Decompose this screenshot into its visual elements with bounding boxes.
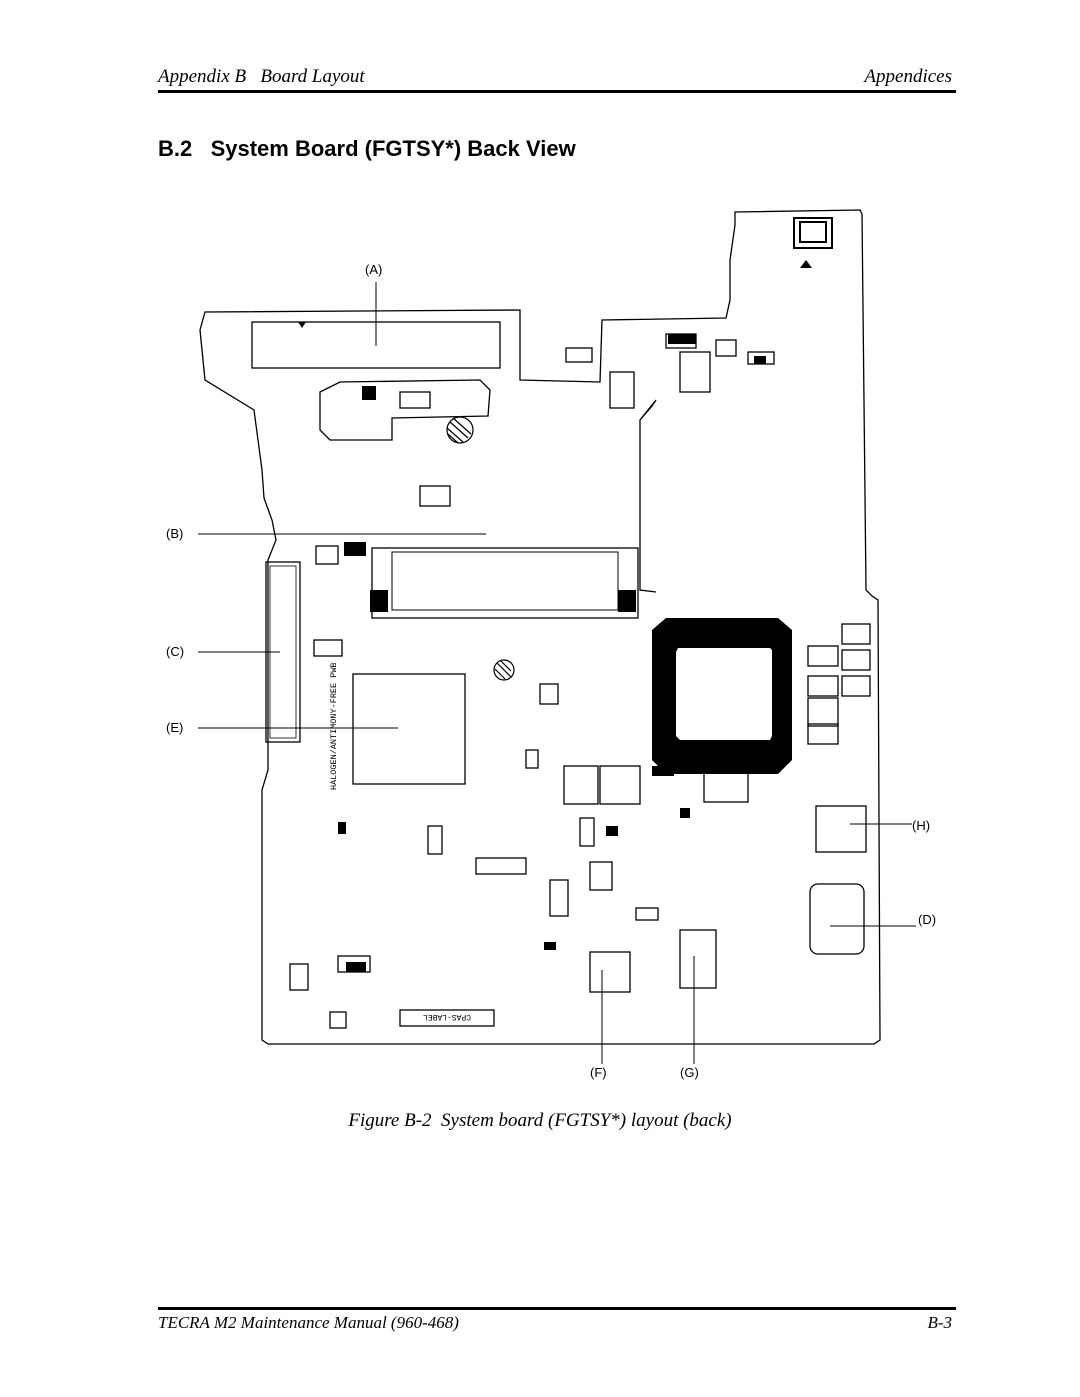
memory-slot-inner (392, 552, 618, 610)
callout-d: (D) (918, 912, 937, 927)
memory-slot (372, 548, 638, 618)
footer-page-number: B-3 (927, 1313, 952, 1332)
callout-a: (A) (365, 262, 383, 277)
board-cutout-right (640, 400, 656, 592)
board-cutout (320, 380, 490, 440)
section-title: B.2 System Board (FGTSY*) Back View (158, 136, 576, 161)
callout-h: (H) (912, 818, 931, 833)
chip-f (590, 952, 630, 992)
figure-caption: Figure B-2 System board (FGTSY*) layout (back) (348, 1110, 732, 1131)
callout-g: (G) (680, 1065, 699, 1080)
chip-g (680, 930, 716, 988)
footer-manual-title: TECRA M2 Maintenance Manual (960-468) (158, 1313, 459, 1332)
memory-latch-right (618, 590, 636, 612)
halogen-label: HALOGEN/ANTIMONY-FREE PWB (329, 662, 339, 790)
callout-e: (E) (166, 720, 184, 735)
chip-d (810, 884, 864, 954)
callout-b: (B) (166, 526, 184, 541)
chip-h (816, 806, 866, 852)
header-title: Appendix B Board Layout (158, 66, 365, 87)
memory-latch-left (370, 590, 388, 612)
footer-rule (158, 1307, 956, 1310)
header-section: Appendices (864, 66, 952, 87)
callout-c: (C) (166, 644, 185, 659)
board-label-text: CPAS-LABEL (422, 1012, 472, 1021)
callout-f: (F) (590, 1065, 607, 1080)
chip-e (353, 674, 465, 784)
cpu-socket (652, 618, 792, 774)
